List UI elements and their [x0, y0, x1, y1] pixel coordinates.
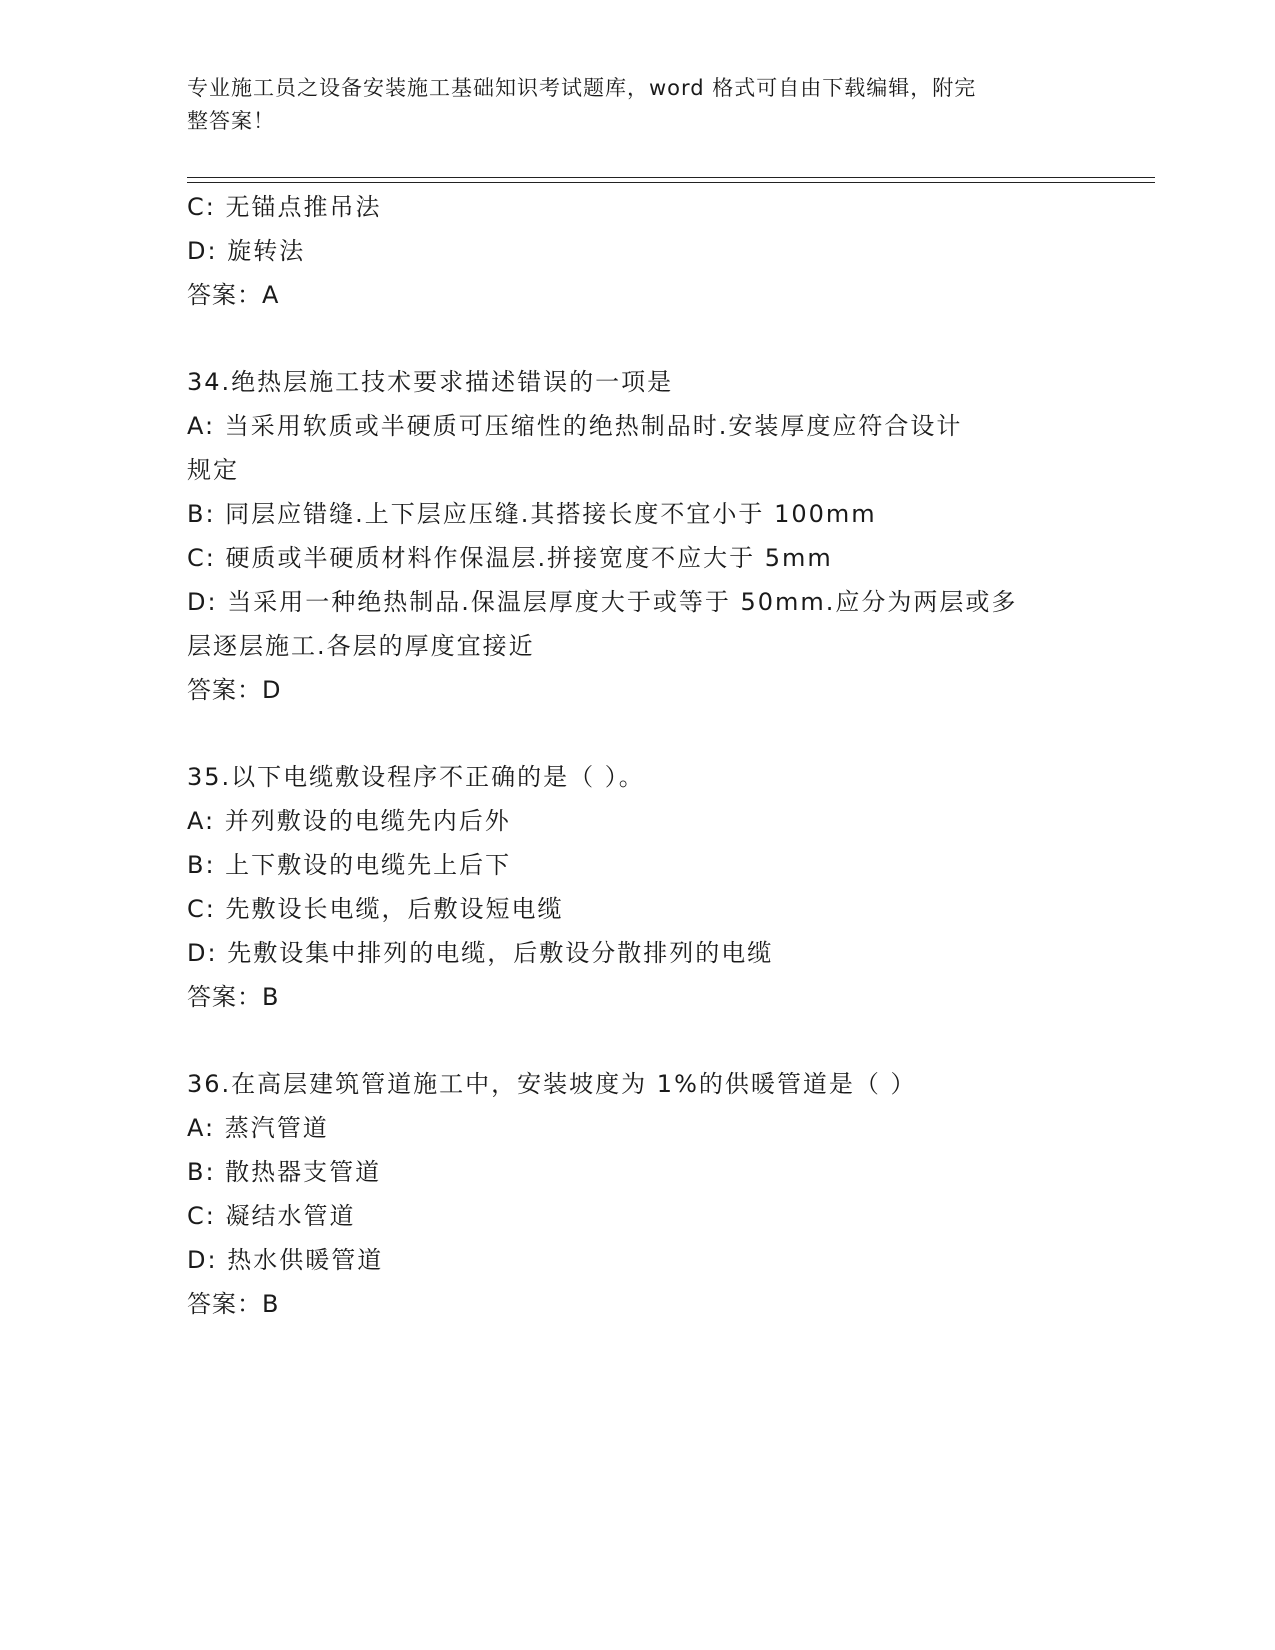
q36-option-b: B: 散热器支管道: [187, 1158, 382, 1186]
q34-option-a-line1: A: 当采用软质或半硬质可压缩性的绝热制品时.安装厚度应符合设计: [187, 412, 963, 440]
q34-option-b: B: 同层应错缝.上下层应压缝.其搭接长度不宜小于 100mm: [187, 500, 877, 528]
header-divider-bottom: [187, 182, 1155, 183]
q36-option-c: C: 凝结水管道: [187, 1202, 356, 1230]
q34-answer: 答案：D: [187, 676, 282, 704]
q36-option-a: A: 蒸汽管道: [187, 1114, 329, 1142]
q36-option-d: D: 热水供暖管道: [187, 1246, 384, 1274]
q35-answer: 答案：B: [187, 983, 280, 1011]
q34-option-d-line2: 层逐层施工.各层的厚度宜接近: [187, 632, 535, 660]
q35-option-b: B: 上下敷设的电缆先上后下: [187, 851, 512, 879]
q34-option-c: C: 硬质或半硬质材料作保温层.拼接宽度不应大于 5mm: [187, 544, 833, 572]
q34-option-a-line2: 规定: [187, 456, 239, 484]
q33-answer: 答案：A: [187, 281, 280, 309]
document-header: [187, 72, 1087, 138]
q36-answer: 答案：B: [187, 1290, 280, 1318]
header-divider-top: [187, 177, 1155, 178]
q36-stem: 36.在高层建筑管道施工中，安装坡度为 1%的供暖管道是（ ）: [187, 1070, 917, 1098]
q35-option-a: A: 并列敷设的电缆先内后外: [187, 807, 511, 835]
q35-stem: 35.以下电缆敷设程序不正确的是（ ）。: [187, 763, 645, 791]
q34-stem: 34.绝热层施工技术要求描述错误的一项是: [187, 368, 674, 396]
header-line-2: 整答案！: [187, 109, 275, 133]
q33-option-c: C: 无锚点推吊法: [187, 193, 382, 221]
header-line-1: 专业施工员之设备安装施工基础知识考试题库，word 格式可自由下载编辑，附完: [187, 76, 977, 100]
q35-option-c: C: 先敷设长电缆，后敷设短电缆: [187, 895, 564, 923]
q35-option-d: D: 先敷设集中排列的电缆，后敷设分散排列的电缆: [187, 939, 774, 967]
q34-option-d-line1: D: 当采用一种绝热制品.保温层厚度大于或等于 50mm.应分为两层或多: [187, 588, 1018, 616]
q33-option-d: D: 旋转法: [187, 237, 306, 265]
